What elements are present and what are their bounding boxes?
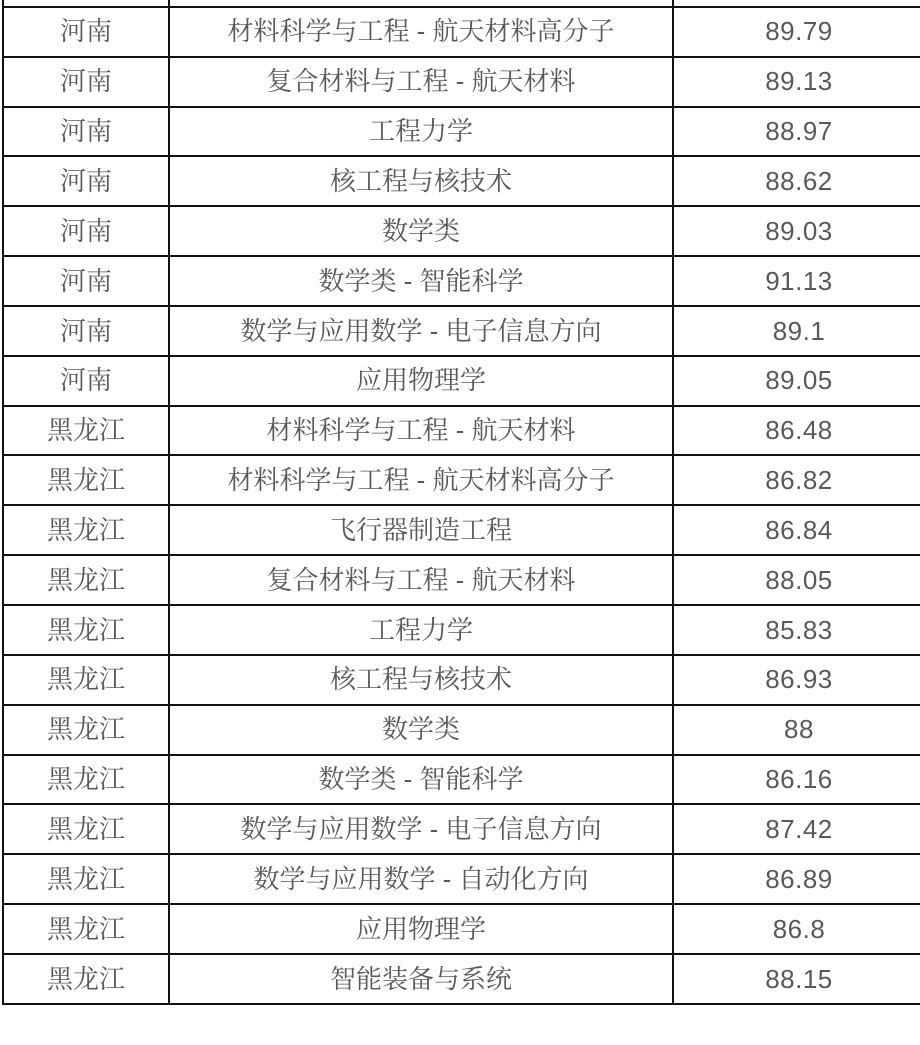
score-cell: 86.84 xyxy=(673,505,920,555)
table-row xyxy=(3,156,920,206)
major-cell: 核工程与核技术 xyxy=(169,655,673,705)
table-row xyxy=(3,655,920,705)
major-cell: 应用物理学 xyxy=(169,904,673,954)
table-row xyxy=(3,954,920,1004)
score-cell: 89.79 xyxy=(673,7,920,57)
province-cell xyxy=(3,0,169,7)
table-row xyxy=(3,505,920,555)
major-cell xyxy=(169,0,673,7)
province-cell: 河南 xyxy=(3,356,169,406)
major-cell: 复合材料与工程 - 航天材料 xyxy=(169,555,673,605)
major-cell: 智能装备与系统 xyxy=(169,954,673,1004)
score-cell: 85.83 xyxy=(673,605,920,655)
province-cell: 黑龙江 xyxy=(3,755,169,805)
score-cell: 86.89 xyxy=(673,854,920,904)
major-cell: 复合材料与工程 - 航天材料 xyxy=(169,57,673,107)
province-cell: 河南 xyxy=(3,206,169,256)
score-cell: 86.16 xyxy=(673,755,920,805)
score-cell: 89.1 xyxy=(673,306,920,356)
province-cell: 黑龙江 xyxy=(3,605,169,655)
score-cell: 88.62 xyxy=(673,156,920,206)
table-row xyxy=(3,356,920,406)
table-row xyxy=(3,57,920,107)
province-cell: 河南 xyxy=(3,306,169,356)
province-cell: 河南 xyxy=(3,156,169,206)
major-cell: 数学类 - 智能科学 xyxy=(169,755,673,805)
table-row-partial xyxy=(3,0,920,7)
province-cell: 黑龙江 xyxy=(3,705,169,755)
table-row xyxy=(3,705,920,755)
table-row xyxy=(3,256,920,306)
province-cell: 黑龙江 xyxy=(3,804,169,854)
major-cell: 数学与应用数学 - 电子信息方向 xyxy=(169,804,673,854)
score-cell: 89.03 xyxy=(673,206,920,256)
table-row xyxy=(3,555,920,605)
major-cell: 材料科学与工程 - 航天材料高分子 xyxy=(169,7,673,57)
major-cell: 数学与应用数学 - 电子信息方向 xyxy=(169,306,673,356)
table-row xyxy=(3,854,920,904)
score-cell: 88.15 xyxy=(673,954,920,1004)
province-cell: 黑龙江 xyxy=(3,854,169,904)
admission-score-table xyxy=(2,0,920,1005)
table-row xyxy=(3,7,920,57)
province-cell: 河南 xyxy=(3,256,169,306)
major-cell: 飞行器制造工程 xyxy=(169,505,673,555)
province-cell: 河南 xyxy=(3,107,169,157)
major-cell: 材料科学与工程 - 航天材料高分子 xyxy=(169,455,673,505)
major-cell: 数学类 - 智能科学 xyxy=(169,256,673,306)
province-cell: 黑龙江 xyxy=(3,406,169,456)
score-cell: 88 xyxy=(673,705,920,755)
score-cell: 86.8 xyxy=(673,904,920,954)
table-row xyxy=(3,406,920,456)
major-cell: 核工程与核技术 xyxy=(169,156,673,206)
table-row xyxy=(3,306,920,356)
major-cell: 材料科学与工程 - 航天材料 xyxy=(169,406,673,456)
table-row xyxy=(3,804,920,854)
table-row xyxy=(3,904,920,954)
table-row xyxy=(3,605,920,655)
score-cell: 86.82 xyxy=(673,455,920,505)
score-cell: 86.48 xyxy=(673,406,920,456)
major-cell: 工程力学 xyxy=(169,107,673,157)
score-cell: 89.05 xyxy=(673,356,920,406)
province-cell: 黑龙江 xyxy=(3,505,169,555)
province-cell: 黑龙江 xyxy=(3,655,169,705)
score-cell: 87.42 xyxy=(673,804,920,854)
score-cell: 86.93 xyxy=(673,655,920,705)
major-cell: 数学类 xyxy=(169,206,673,256)
province-cell: 河南 xyxy=(3,57,169,107)
province-cell: 黑龙江 xyxy=(3,455,169,505)
major-cell: 数学与应用数学 - 自动化方向 xyxy=(169,854,673,904)
score-cell: 91.13 xyxy=(673,256,920,306)
score-cell: 88.97 xyxy=(673,107,920,157)
major-cell: 应用物理学 xyxy=(169,356,673,406)
table-row xyxy=(3,206,920,256)
score-table-body xyxy=(3,0,920,1004)
score-cell: 89.13 xyxy=(673,57,920,107)
province-cell: 黑龙江 xyxy=(3,555,169,605)
table-row xyxy=(3,455,920,505)
table-row xyxy=(3,107,920,157)
province-cell: 黑龙江 xyxy=(3,904,169,954)
score-cell xyxy=(673,0,920,7)
score-cell: 88.05 xyxy=(673,555,920,605)
major-cell: 工程力学 xyxy=(169,605,673,655)
major-cell: 数学类 xyxy=(169,705,673,755)
table-row xyxy=(3,755,920,805)
province-cell: 黑龙江 xyxy=(3,954,169,1004)
province-cell: 河南 xyxy=(3,7,169,57)
